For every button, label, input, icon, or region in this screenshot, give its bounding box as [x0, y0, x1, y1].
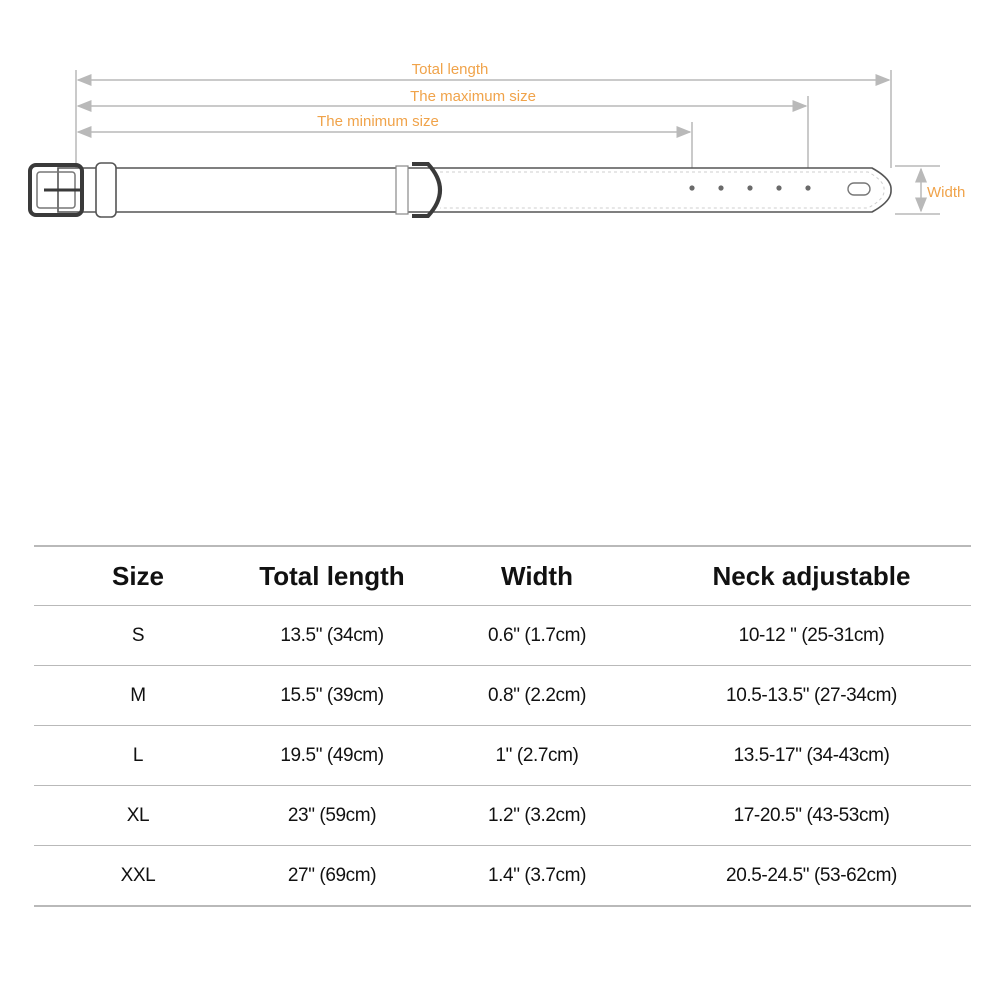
cell-neck-adjustable: 17-20.5" (43-53cm)	[652, 786, 971, 846]
keeper-loop	[96, 163, 116, 217]
collar-strap	[58, 168, 891, 212]
cell-total-length: 13.5" (34cm)	[242, 606, 422, 666]
min-size-label: The minimum size	[317, 113, 439, 130]
cell-size: L	[34, 726, 242, 786]
cell-width: 1.4" (3.7cm)	[422, 846, 652, 907]
header-neck-adjustable: Neck adjustable	[652, 546, 971, 606]
table-row	[34, 786, 971, 846]
cell-width: 1" (2.7cm)	[422, 726, 652, 786]
cell-width: 1.2" (3.2cm)	[422, 786, 652, 846]
collar-hole	[776, 185, 781, 190]
collar-hole	[747, 185, 752, 190]
collar	[30, 163, 891, 217]
collar-diagram	[0, 0, 1000, 300]
header-total-length: Total length	[242, 546, 422, 606]
table-row	[34, 846, 971, 907]
cell-neck-adjustable: 20.5-24.5" (53-62cm)	[652, 846, 971, 907]
d-ring-keeper	[396, 166, 408, 214]
cell-size: M	[34, 666, 242, 726]
width-label: Width	[927, 184, 966, 201]
max-size-label: The maximum size	[410, 88, 536, 105]
total-length-label: Total length	[411, 61, 489, 78]
table-row	[34, 666, 971, 726]
collar-hole	[718, 185, 723, 190]
cell-total-length: 23" (59cm)	[242, 786, 422, 846]
cell-size: S	[34, 606, 242, 666]
collar-tip-rivet	[848, 183, 870, 195]
size-chart-table	[34, 545, 971, 907]
cell-width: 0.8" (2.2cm)	[422, 666, 652, 726]
cell-size: XL	[34, 786, 242, 846]
collar-drawing	[0, 0, 1000, 300]
cell-width: 0.6" (1.7cm)	[422, 606, 652, 666]
cell-neck-adjustable: 13.5-17" (34-43cm)	[652, 726, 971, 786]
cell-total-length: 19.5" (49cm)	[242, 726, 422, 786]
table-row	[34, 606, 971, 666]
cell-size: XXL	[34, 846, 242, 907]
header-size: Size	[34, 546, 242, 606]
cell-total-length: 15.5" (39cm)	[242, 666, 422, 726]
collar-hole	[689, 185, 694, 190]
cell-neck-adjustable: 10-12 " (25-31cm)	[652, 606, 971, 666]
header-width: Width	[422, 546, 652, 606]
cell-total-length: 27" (69cm)	[242, 846, 422, 907]
table-header-row	[34, 546, 971, 606]
cell-neck-adjustable: 10.5-13.5" (27-34cm)	[652, 666, 971, 726]
table-row	[34, 726, 971, 786]
collar-hole	[805, 185, 810, 190]
